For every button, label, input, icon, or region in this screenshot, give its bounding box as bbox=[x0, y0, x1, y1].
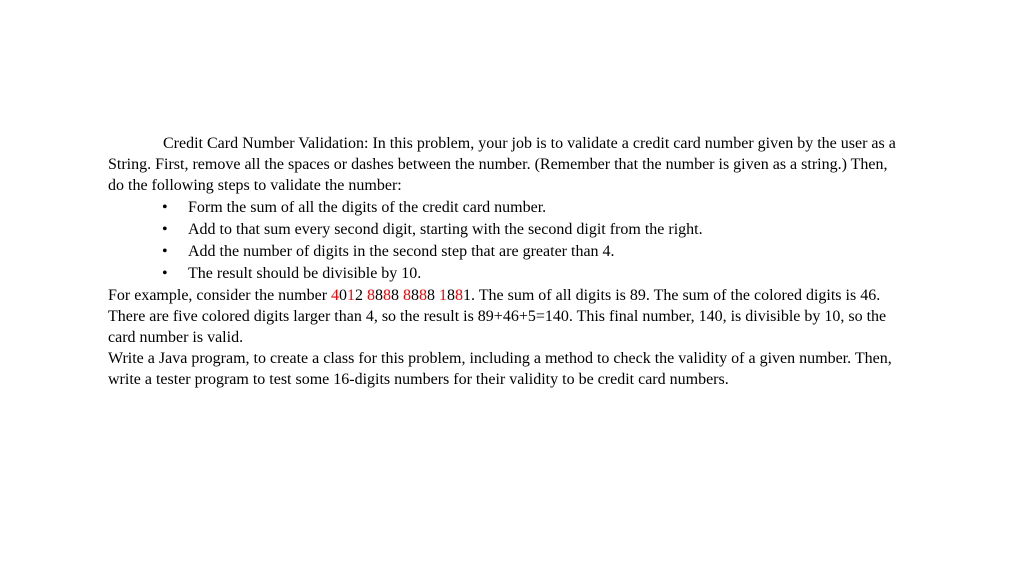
step-text: Form the sum of all the digits of the credit card number. bbox=[188, 199, 547, 216]
plain-digit: 8 bbox=[411, 287, 420, 304]
colored-digit: 8 bbox=[419, 287, 428, 304]
document-body bbox=[108, 133, 898, 390]
task-paragraph: Write a Java program, to create a class for this problem, including a method to check the validity of a given number. Then, write a tester program to test some 16-digits numbers for their validity to be credit card numbers. bbox=[108, 350, 892, 388]
example-card-number bbox=[331, 287, 471, 304]
plain-digit: 8 bbox=[375, 287, 384, 304]
plain-digit: 1 bbox=[463, 287, 472, 304]
plain-digit: 8 bbox=[447, 287, 456, 304]
example-paragraph bbox=[108, 285, 898, 348]
colored-digit: 4 bbox=[331, 287, 340, 304]
colored-digit: 8 bbox=[455, 287, 464, 304]
example-explanation: . The sum of all digits is 89. The sum of the colored digits is 46. There are five colored digits larger than 4, so the result is 89+46+5=140. This final number, 140, is divisible by 10, so the card number is valid. bbox=[108, 287, 887, 346]
list-item bbox=[108, 197, 898, 219]
bullet-icon: • bbox=[162, 243, 168, 260]
colored-digit: 8 bbox=[403, 287, 412, 304]
plain-digit: 2 bbox=[355, 287, 368, 304]
bullet-icon: • bbox=[162, 199, 168, 216]
colored-digit: 1 bbox=[347, 287, 356, 304]
example-prefix: For example, consider the number bbox=[108, 287, 332, 304]
intro-paragraph: Credit Card Number Validation: In this problem, your job is to validate a credit card number given by the user as a String. First, remove all the spaces or dashes between the number. (Remember that the number is given as a string.) Then, do the following steps to validate the number: bbox=[108, 135, 896, 194]
bullet-icon: • bbox=[162, 265, 168, 282]
validation-steps-list bbox=[108, 197, 898, 285]
list-item bbox=[108, 241, 898, 263]
list-item bbox=[108, 263, 898, 285]
step-text: Add the number of digits in the second step that are greater than 4. bbox=[188, 243, 615, 260]
plain-digit: 8 bbox=[427, 287, 440, 304]
colored-digit: 8 bbox=[383, 287, 392, 304]
colored-digit: 8 bbox=[367, 287, 376, 304]
bullet-icon: • bbox=[162, 221, 168, 238]
step-text: Add to that sum every second digit, starting with the second digit from the right. bbox=[188, 221, 703, 238]
colored-digit: 1 bbox=[439, 287, 448, 304]
step-text: The result should be divisible by 10. bbox=[188, 265, 422, 282]
list-item bbox=[108, 219, 898, 241]
plain-digit: 8 bbox=[391, 287, 404, 304]
plain-digit: 0 bbox=[339, 287, 348, 304]
